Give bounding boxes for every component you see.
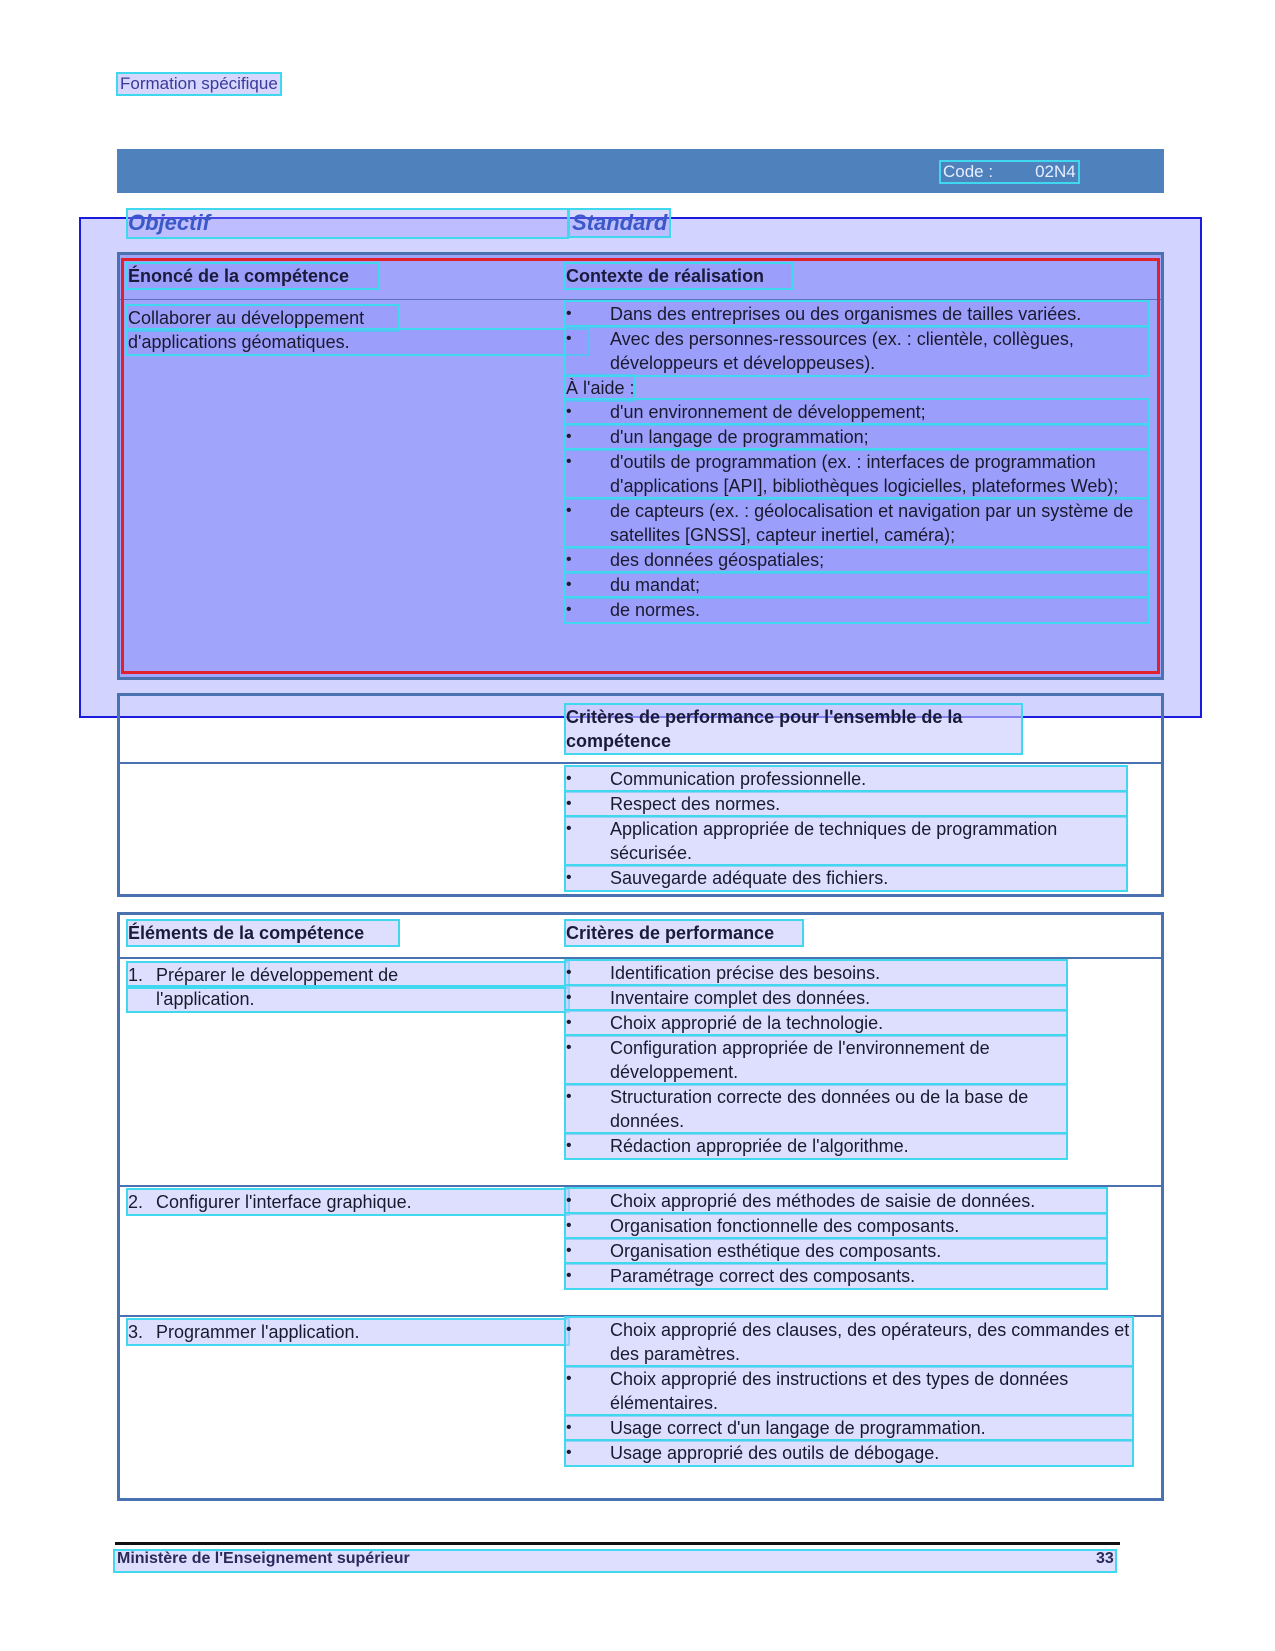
global-criteria-item: • Communication professionnelle. xyxy=(566,767,1126,791)
aide-item: • de normes. xyxy=(566,598,1148,622)
element-2-criteria xyxy=(566,1189,1106,1289)
enonce-line-1: Collaborer au développement xyxy=(128,306,398,330)
criteria-heading: Critères de performance xyxy=(566,921,802,945)
context-list xyxy=(566,302,1148,623)
criteria-item: • Configuration appropriée de l'environnement de développement. xyxy=(566,1036,1066,1084)
global-criteria-list xyxy=(566,767,1126,891)
aide-label: À l'aide : xyxy=(566,378,635,398)
code-label xyxy=(941,162,1078,182)
element-1-criteria xyxy=(566,961,1066,1159)
aide-item: • des données géospatiales; xyxy=(566,548,1148,572)
aide-item: • du mandat; xyxy=(566,573,1148,597)
element-text-line-1: Programmer l'application. xyxy=(156,1322,360,1342)
row-divider xyxy=(120,1185,1161,1187)
global-criteria-item: • Sauvegarde adéquate des fichiers. xyxy=(566,866,1126,890)
page-header-label: Formation spécifique xyxy=(120,74,278,93)
footer-ministry: Ministère de l'Enseignement supérieur xyxy=(117,1550,410,1567)
element-2 xyxy=(128,1190,568,1214)
global-criteria-item: • Respect des normes. xyxy=(566,792,1126,816)
criteria-item: • Structuration correcte des données ou de la base de données. xyxy=(566,1085,1066,1133)
criteria-item: • Organisation esthétique des composants. xyxy=(566,1239,1106,1263)
section-label-objectif: Objectif xyxy=(128,210,567,237)
context-item: • Dans des entreprises ou des organismes de tailles variées. xyxy=(566,302,1148,326)
header-divider xyxy=(120,762,1161,764)
element-text-line-1: Configurer l'interface graphique. xyxy=(156,1192,412,1212)
criteria-item: • Choix approprié des clauses, des opérateurs, des commandes et des paramètres. xyxy=(566,1318,1132,1366)
contexte-heading: Contexte de réalisation xyxy=(566,264,791,288)
aide-item: • de capteurs (ex. : géolocalisation et navigation par un système de satellites [GNSS], capteur inertiel, caméra); xyxy=(566,499,1148,547)
aide-item: • d'outils de programmation (ex. : interfaces de programmation d'applications [API], bibliothèques logicielles, plateformes Web); xyxy=(566,450,1148,498)
element-3-criteria xyxy=(566,1318,1132,1466)
criteria-item: • Paramétrage correct des composants. xyxy=(566,1264,1106,1288)
code-label-text: Code : xyxy=(943,162,994,181)
criteria-item: • Rédaction appropriée de l'algorithme. xyxy=(566,1134,1066,1158)
context-item: • Avec des personnes-ressources (ex. : clientèle, collègues, développeurs et développeuses). xyxy=(566,327,1148,375)
criteria-item: • Choix approprié des méthodes de saisie de données. xyxy=(566,1189,1106,1213)
global-criteria-item: • Application appropriée de techniques de programmation sécurisée. xyxy=(566,817,1126,865)
criteria-item: • Usage correct d'un langage de programmation. xyxy=(566,1416,1132,1440)
element-text-line-1: Préparer le développement de xyxy=(156,965,399,985)
page-number: 33 xyxy=(1096,1550,1114,1567)
elements-heading: Éléments de la compétence xyxy=(128,921,398,945)
code-value: 02N4 xyxy=(1035,162,1076,181)
criteria-item: • Identification précise des besoins. xyxy=(566,961,1066,985)
enonce-text xyxy=(128,306,588,354)
section-label-standard: Standard xyxy=(572,210,668,235)
element-number: 3. xyxy=(128,1322,144,1342)
row-divider xyxy=(120,1315,1161,1317)
element-text-line-2: l'application. xyxy=(128,987,568,1011)
criteria-item: • Inventaire complet des données. xyxy=(566,986,1066,1010)
criteria-item: • Choix approprié de la technologie. xyxy=(566,1011,1066,1035)
criteria-item: • Usage approprié des outils de débogage. xyxy=(566,1441,1132,1465)
enonce-line-2: d'applications géomatiques. xyxy=(128,330,588,354)
enonce-heading: Énoncé de la compétence xyxy=(128,264,378,288)
criteria-item: • Choix approprié des instructions et des types de données élémentaires. xyxy=(566,1367,1132,1415)
element-number: 1. xyxy=(128,965,144,985)
global-criteria-heading: Critères de performance pour l'ensemble de la compétence xyxy=(566,705,1021,753)
element-3 xyxy=(128,1320,568,1344)
footer-rule xyxy=(115,1542,1120,1545)
criteria-item: • Organisation fonctionnelle des composants. xyxy=(566,1214,1106,1238)
aide-item: • d'un langage de programmation; xyxy=(566,425,1148,449)
element-1 xyxy=(128,963,568,1011)
aide-item: • d'un environnement de développement; xyxy=(566,400,1148,424)
header-divider xyxy=(120,957,1161,959)
element-number: 2. xyxy=(128,1192,144,1212)
